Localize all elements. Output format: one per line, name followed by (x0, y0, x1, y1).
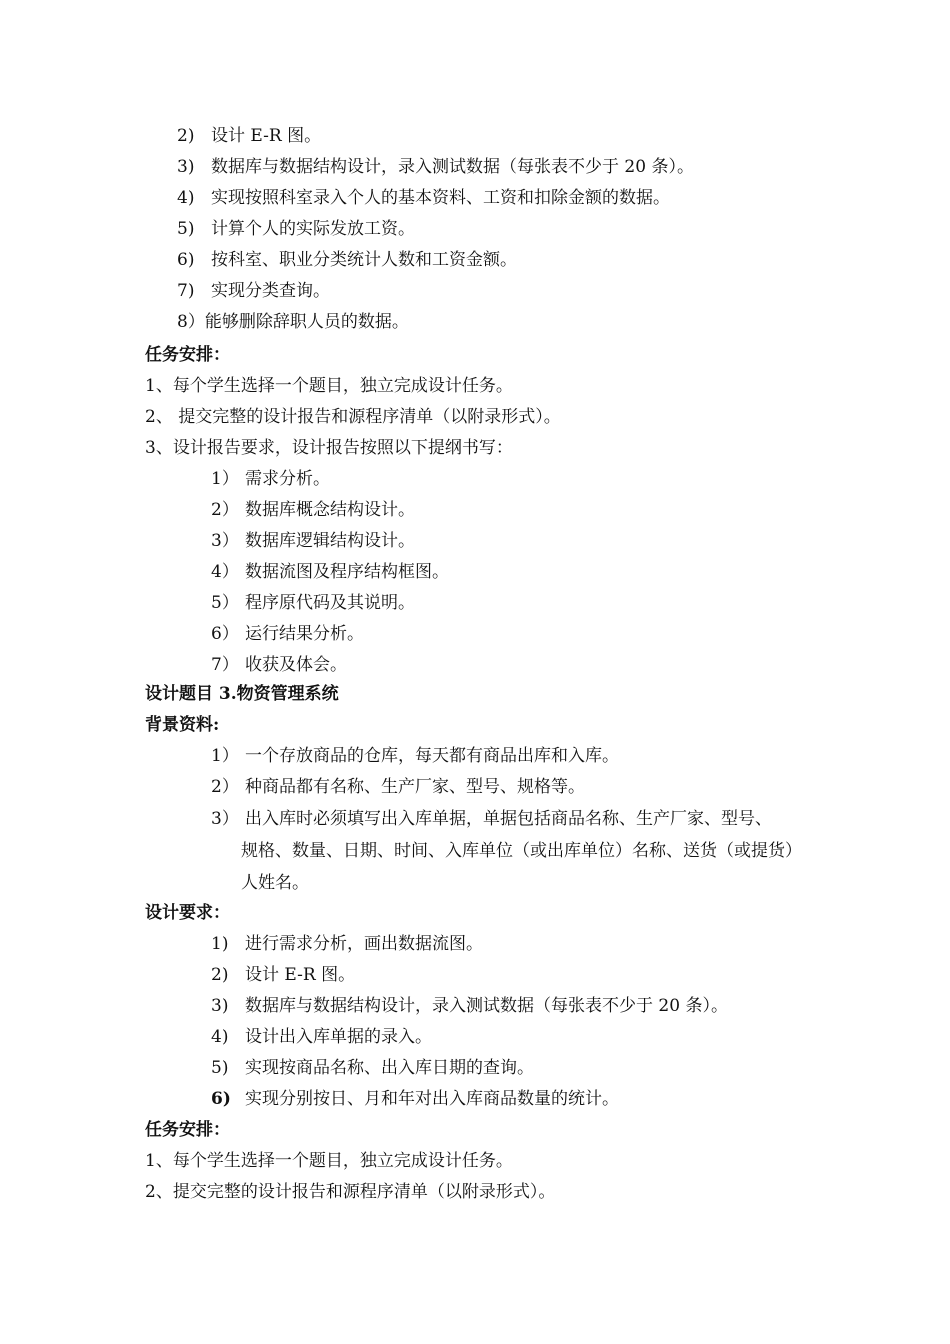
outline-item: 4） 数据流图及程序结构框图。 (211, 562, 449, 582)
task-item: 2、 提交完整的设计报告和源程序清单（以附录形式）。 (145, 407, 561, 427)
list-item: 5) 计算个人的实际发放工资。 (177, 219, 415, 239)
requirement-item: 5) 实现按商品名称、出入库日期的查询。 (211, 1058, 534, 1078)
list-item: 4) 实现按照科室录入个人的基本资料、工资和扣除金额的数据。 (177, 188, 670, 208)
background-item: 3） 出入库时必须填写出入库单据，单据包括商品名称、生产厂家、型号、 (211, 809, 772, 829)
requirement-item: 1) 进行需求分析，画出数据流图。 (211, 934, 483, 954)
outline-item: 2） 数据库概念结构设计。 (211, 500, 415, 520)
requirement-item: 6) 实现分别按日、月和年对出入库商品数量的统计。 (211, 1089, 619, 1109)
task-item: 1、每个学生选择一个题目，独立完成设计任务。 (145, 376, 513, 396)
background-item: 1） 一个存放商品的仓库，每天都有商品出库和入库。 (211, 746, 619, 766)
outline-item: 5） 程序原代码及其说明。 (211, 593, 415, 613)
topic-title: 设计题目 3.物资管理系统 (145, 684, 339, 704)
section-heading: 背景资料: (145, 715, 220, 735)
background-item: 2） 种商品都有名称、生产厂家、型号、规格等。 (211, 777, 585, 797)
outline-item: 6） 运行结果分析。 (211, 624, 364, 644)
background-continuation: 人姓名。 (241, 873, 309, 893)
list-item: 3) 数据库与数据结构设计，录入测试数据（每张表不少于 20 条）。 (177, 157, 694, 177)
list-item: 6) 按科室、职业分类统计人数和工资金额。 (177, 250, 517, 270)
list-item: 2) 设计 E-R 图。 (177, 126, 322, 146)
section-heading: 任务安排： (145, 1120, 230, 1140)
task-item: 1、每个学生选择一个题目，独立完成设计任务。 (145, 1151, 513, 1171)
background-continuation: 规格、数量、日期、时间、入库单位（或出库单位）名称、送货（或提货） (241, 841, 802, 861)
outline-item: 1） 需求分析。 (211, 469, 330, 489)
task-item: 3、设计报告要求，设计报告按照以下提纲书写： (145, 438, 513, 458)
requirement-item: 3) 数据库与数据结构设计，录入测试数据（每张表不少于 20 条）。 (211, 996, 728, 1016)
task-item: 2、提交完整的设计报告和源程序清单（以附录形式）。 (145, 1182, 556, 1202)
section-heading: 设计要求： (145, 903, 230, 923)
outline-item: 3） 数据库逻辑结构设计。 (211, 531, 415, 551)
requirement-item: 4) 设计出入库单据的录入。 (211, 1027, 432, 1047)
outline-item: 7） 收获及体会。 (211, 655, 347, 675)
list-item: 7) 实现分类查询。 (177, 281, 330, 301)
section-heading: 任务安排： (145, 345, 230, 365)
list-item: 8）能够删除辞职人员的数据。 (177, 312, 409, 332)
requirement-item: 2) 设计 E-R 图。 (211, 965, 356, 985)
